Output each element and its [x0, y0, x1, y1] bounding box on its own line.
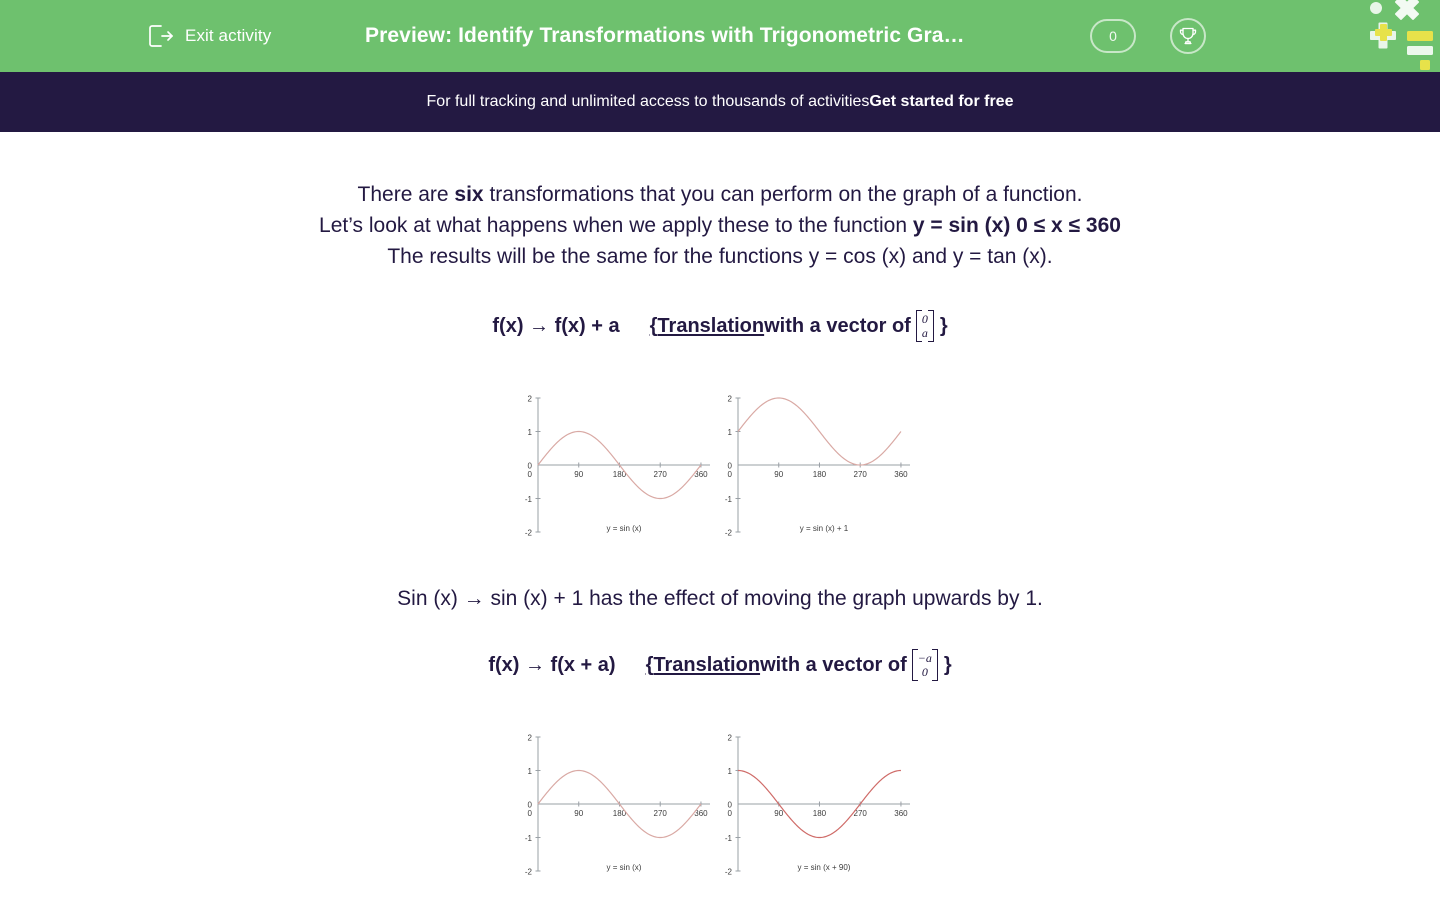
chart-sin-x-plus-1-x-tick-label: 0 [727, 470, 732, 479]
score-value: 0 [1109, 28, 1117, 44]
formula-2-translation-label: Translation [653, 653, 761, 676]
formula-row-2 [0, 649, 1440, 681]
formula-2-vector-text: with a vector of [760, 653, 907, 676]
intro-line-2-part-a: Let’s look at what happens when we apply these to the function [319, 214, 913, 237]
formula-1-vector-top: 0 [921, 312, 928, 326]
exit-arrow-icon [148, 24, 174, 48]
chart-sin-x-plus-90-x-tick-label: 270 [853, 809, 867, 818]
chart-sin-x-plus-1-y-tick-label: -2 [724, 528, 732, 538]
chart-sin-x-top-x-tick-label: 360 [694, 470, 708, 479]
chart-sin-x-bottom-y-tick-label: 2 [527, 733, 532, 743]
score-badge[interactable] [1090, 19, 1136, 53]
chart-sin-x-bottom-y-tick-label: 0 [527, 800, 532, 810]
chart-sin-x-bottom-x-tick-label: 360 [694, 809, 708, 818]
chart-sin-x-plus-90-y-tick-label: 1 [727, 766, 732, 776]
chart-sin-x-top-y-tick-label: 0 [527, 461, 532, 471]
chart-sin-x-plus-90-y-tick-label: -2 [724, 867, 732, 877]
chart-sin-x-plus-90-x-tick-label: 90 [774, 809, 784, 818]
chart-sin-x-plus-1-x-tick-label: 270 [853, 470, 867, 479]
chart-sin-x-plus-1-svg [720, 384, 920, 546]
formula-1-vector-matrix [916, 310, 934, 342]
page-title: Preview: Identify Transformations with Trigonometric Gra… [365, 24, 965, 47]
formula-1-vector-bottom: a [921, 326, 928, 340]
chart-sin-x-top-x-tick-label: 180 [612, 470, 627, 479]
chart-sin-x-plus-1-x-tick-label: 90 [774, 470, 784, 479]
intro-emphasis-six: six [454, 183, 484, 206]
chart-sin-x-top-x-tick-label: 0 [527, 470, 532, 479]
intro-line-1 [0, 179, 1440, 210]
trophy-button[interactable] [1170, 18, 1206, 54]
upgrade-banner[interactable] [0, 72, 1440, 132]
intro-function-expression: y = sin (x) 0 ≤ x ≤ 360 [912, 214, 1121, 237]
formula-1-translation-label: Translation [657, 314, 765, 337]
chart-sin-x-plus-1-caption: y = sin (x) + 1 [799, 524, 849, 533]
chart-sin-x-top-x-tick-label: 270 [653, 470, 667, 479]
banner-cta-link[interactable]: Get started for free [869, 93, 1014, 110]
chart-sin-x-plus-90-caption: y = sin (x + 90) [797, 863, 851, 872]
chart-sin-x-bottom-x-tick-label: 180 [612, 809, 627, 818]
chart-sin-x-plus-90-svg [720, 723, 920, 885]
chart-sin-x-plus-1-y-tick-label: -1 [724, 494, 732, 504]
formula-1-lhs: f(x) → f(x) + a [492, 314, 620, 337]
chart-sin-x-plus-90-y-tick-label: 2 [727, 733, 732, 743]
intro-line-1-part-c: transformations that you can perform on the graph of a function. [483, 183, 1083, 206]
activity-content [0, 132, 1440, 885]
formula-2-vector-matrix [912, 649, 938, 681]
chart-sin-x-plus-1-y-tick-label: 0 [727, 461, 732, 471]
exit-activity-label: Exit activity [185, 26, 272, 45]
chart-sin-x-top-y-tick-label: 1 [527, 427, 532, 437]
graph-row-2 [0, 723, 1440, 885]
formula-1-brace-open: { [649, 314, 658, 337]
chart-sin-x-top-caption: y = sin (x) [606, 524, 642, 533]
decorative-confetti [1350, 0, 1440, 72]
chart-sin-x-plus-1-x-tick-label: 180 [812, 470, 827, 479]
chart-sin-x-bottom-x-tick-label: 0 [527, 809, 532, 818]
chart-sin-x-plus-90-x-tick-label: 360 [894, 809, 908, 818]
chart-sin-x-top [520, 384, 720, 546]
graph-row-1 [0, 384, 1440, 546]
formula-2-vector-top: −a [917, 651, 932, 665]
formula-2-brace-close: } [943, 653, 952, 676]
chart-sin-x-plus-90-x-tick-label: 0 [727, 809, 732, 818]
chart-sin-x-top-x-tick-label: 90 [574, 470, 584, 479]
chart-sin-x-plus-90 [720, 723, 920, 885]
chart-sin-x-bottom-x-tick-label: 270 [653, 809, 667, 818]
formula-1-rhs [650, 310, 948, 342]
banner-text: For full tracking and unlimited access to thousands of activities [426, 93, 870, 110]
chart-sin-x-bottom-x-tick-label: 90 [574, 809, 584, 818]
intro-line-3: The results will be the same for the functions y = cos (x) and y = tan (x). [387, 245, 1053, 268]
chart-sin-x-bottom-caption: y = sin (x) [606, 863, 642, 872]
chart-sin-x-bottom-svg [520, 723, 720, 885]
chart-sin-x-plus-1-x-tick-label: 360 [894, 470, 908, 479]
chart-sin-x-plus-90-x-tick-label: 180 [812, 809, 827, 818]
formula-2-vector-bottom: 0 [921, 665, 928, 679]
chart-sin-x-top-y-tick-label: -1 [524, 494, 532, 504]
chart-sin-x-top-svg [520, 384, 720, 546]
formula-2-lhs: f(x) → f(x + a) [488, 653, 616, 676]
chart-sin-x-plus-90-y-tick-label: 0 [727, 800, 732, 810]
formula-row-1 [0, 310, 1440, 342]
chart-sin-x-plus-90-y-tick-label: -1 [724, 833, 732, 843]
chart-sin-x-bottom-y-tick-label: -1 [524, 833, 532, 843]
app-header [0, 0, 1440, 72]
chart-sin-x-plus-1-y-tick-label: 2 [727, 394, 732, 404]
formula-1-brace-close: } [939, 314, 948, 337]
chart-sin-x-bottom-y-tick-label: -2 [524, 867, 532, 877]
formula-2-brace-open: { [645, 653, 654, 676]
chart-sin-x-top-y-tick-label: -2 [524, 528, 532, 538]
formula-2-rhs [646, 649, 952, 681]
explanation-text: Sin (x) → sin (x) + 1 has the effect of moving the graph upwards by 1. [397, 587, 1043, 610]
trophy-icon [1178, 26, 1198, 46]
formula-1-vector-text: with a vector of [764, 314, 911, 337]
chart-sin-x-bottom [520, 723, 720, 885]
exit-activity-button[interactable] [148, 24, 271, 48]
chart-sin-x-bottom-y-tick-label: 1 [527, 766, 532, 776]
intro-line-1-part-a: There are [357, 183, 455, 206]
chart-sin-x-plus-1 [720, 384, 920, 546]
intro-line-2 [0, 210, 1440, 241]
chart-sin-x-top-y-tick-label: 2 [527, 394, 532, 404]
chart-sin-x-plus-1-y-tick-label: 1 [727, 427, 732, 437]
